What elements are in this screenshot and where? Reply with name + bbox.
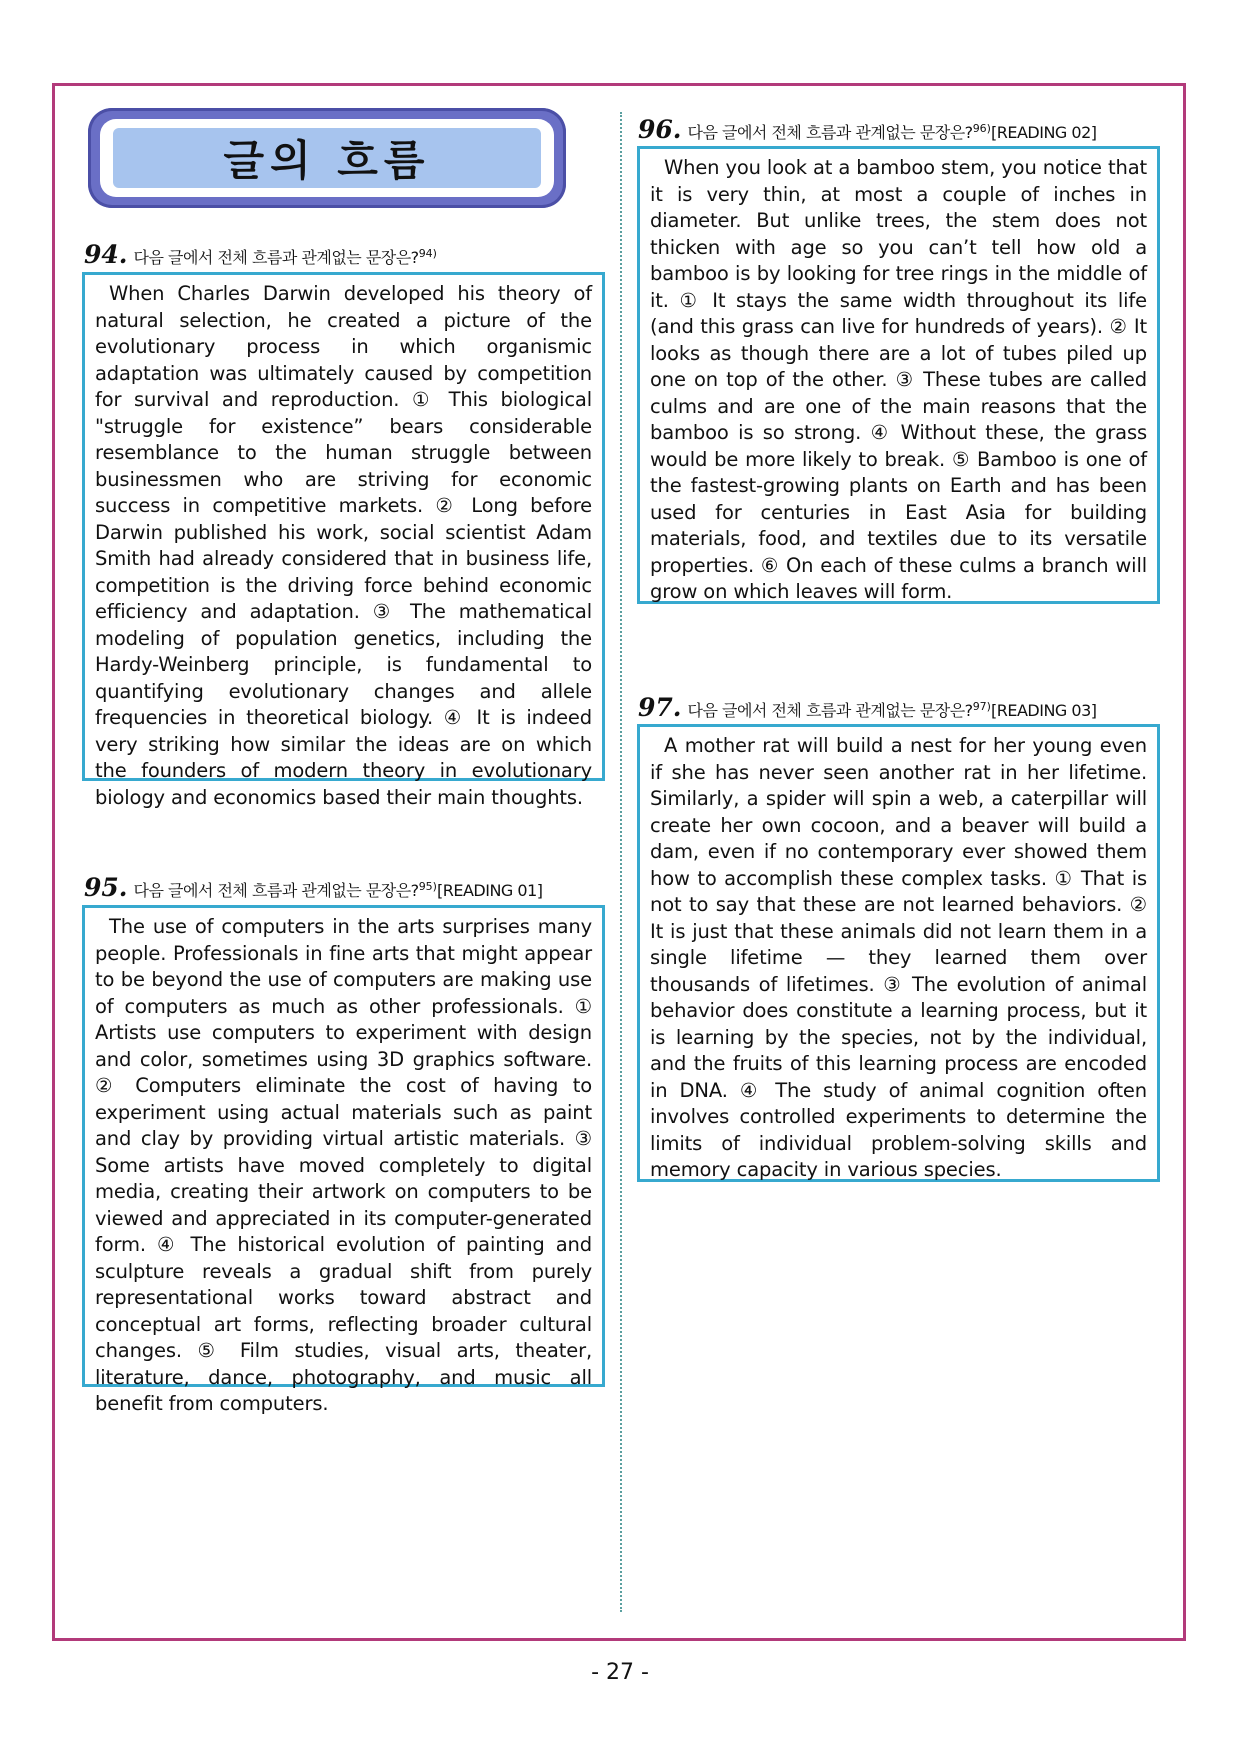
question-footnote: 95)	[418, 880, 437, 893]
question-prompt: 다음 글에서 전체 흐름과 관계없는 문장은?	[687, 701, 973, 720]
passage-box-96	[637, 146, 1160, 604]
question-number: 97.	[638, 693, 682, 722]
question-header-94	[84, 240, 437, 269]
passage-text: The use of computers in the arts surprises many people. Professionals in fine arts that might appear to be beyond the use of computers are making use of computers as much as other professionals. ① Artists use computers to experiment with design and color, sometimes using 3D graphics software. ② Computers eliminate the cost of having to experiment using actual materials such as paint and clay by providing virtual artistic materials. ③ Some artists have moved completely to digital media, creating their artwork on computers to be viewed and appreciated in its computer-generated form. ④ The historical evolution of painting and sculpture reveals a gradual shift from purely representational works toward abstract and conceptual art forms, reflecting broader cultural changes. ⑤ Film studies, visual arts, theater, literature, dance, photography, and music all benefit from computers.	[95, 915, 592, 1415]
passage-box-94	[82, 272, 605, 809]
passage-box-97	[637, 724, 1160, 1182]
question-header-97	[638, 693, 1097, 722]
question-number: 94.	[84, 240, 128, 269]
question-prompt: 다음 글에서 전체 흐름과 관계없는 문장은?	[687, 123, 973, 142]
question-number: 95.	[84, 873, 128, 902]
question-footnote: 97)	[972, 700, 991, 713]
passage-text: When you look at a bamboo stem, you notice that it is very thin, at most a couple of inches in diameter. But unlike trees, the stem does not thicken with age so you can’t tell how old a bamboo is by looking for tree rings in the middle of it. ① It stays the same width throughout its life (and this grass can live for hundreds of years). ② It looks as though there are a lot of tubes piled up one on top of the other. ③ These tubes are called culms and are one of the main reasons that the bamboo is so strong. ④ Without these, the grass would be more likely to break. ⑤ Bamboo is one of the fastest-growing plants on Earth and has been used for centuries in East Asia for building materials, food, and textiles due to its versatile properties. ⑥ On each of these culms a branch will grow on which leaves will form.	[650, 156, 1147, 603]
page-number: - 27 -	[591, 1660, 649, 1685]
question-reference: [READING 01]	[436, 881, 543, 900]
question-footnote: 94)	[418, 247, 437, 260]
section-title: 글의 흐름	[223, 136, 431, 185]
question-footnote: 96)	[972, 122, 991, 135]
question-header-96	[638, 115, 1097, 144]
passage-text: When Charles Darwin developed his theory of natural selection, he created a picture of the evolutionary process in which organismic adaptation was ultimately caused by competition for survival and reproduction. ① This biological "struggle for existence” bears considerable resemblance to the human struggle between businessmen who are striving for economic success in competitive markets. ② Long before Darwin published his work, social scientist Adam Smith had already considered that in business life, competition is the driving force behind economic efficiency and adaptation. ③ The mathematical modeling of population genetics, including the Hardy-Weinberg principle, is fundamental to quantifying evolutionary changes and allele frequencies in theoretical biology. ④ It is indeed very striking how similar the ideas are on which the founders of modern theory in evolutionary biology and economics based their main thoughts.	[95, 282, 592, 809]
section-title-banner	[113, 128, 541, 188]
passage-box-95	[82, 905, 605, 1415]
question-prompt: 다음 글에서 전체 흐름과 관계없는 문장은?	[133, 248, 419, 267]
passage-text: A mother rat will build a nest for her young even if she has never seen another rat in her lifetime. Similarly, a spider will spin a web, a caterpillar will create her own cocoon, and a beaver will build a dam, even if no contemporary ever showed them how to accomplish these complex tasks. ① That is not to say that these are not learned behaviors. ② It is just that these animals did not learn them in a single lifetime — they learned them over thousands of lifetimes. ③ The evolution of animal behavior does constitute a learning process, but it is learning by the species, not by the individual, and the fruits of this learning process are encoded in DNA. ④ The study of animal cognition often involves controlled experiments to determine the limits of individual problem-solving skills and memory capacity in various species.	[650, 734, 1147, 1181]
question-reference: [READING 02]	[990, 123, 1097, 142]
question-reference: [READING 03]	[990, 701, 1097, 720]
column-divider	[620, 112, 622, 1612]
question-header-95	[84, 873, 543, 902]
question-number: 96.	[638, 115, 682, 144]
question-prompt: 다음 글에서 전체 흐름과 관계없는 문장은?	[133, 881, 419, 900]
